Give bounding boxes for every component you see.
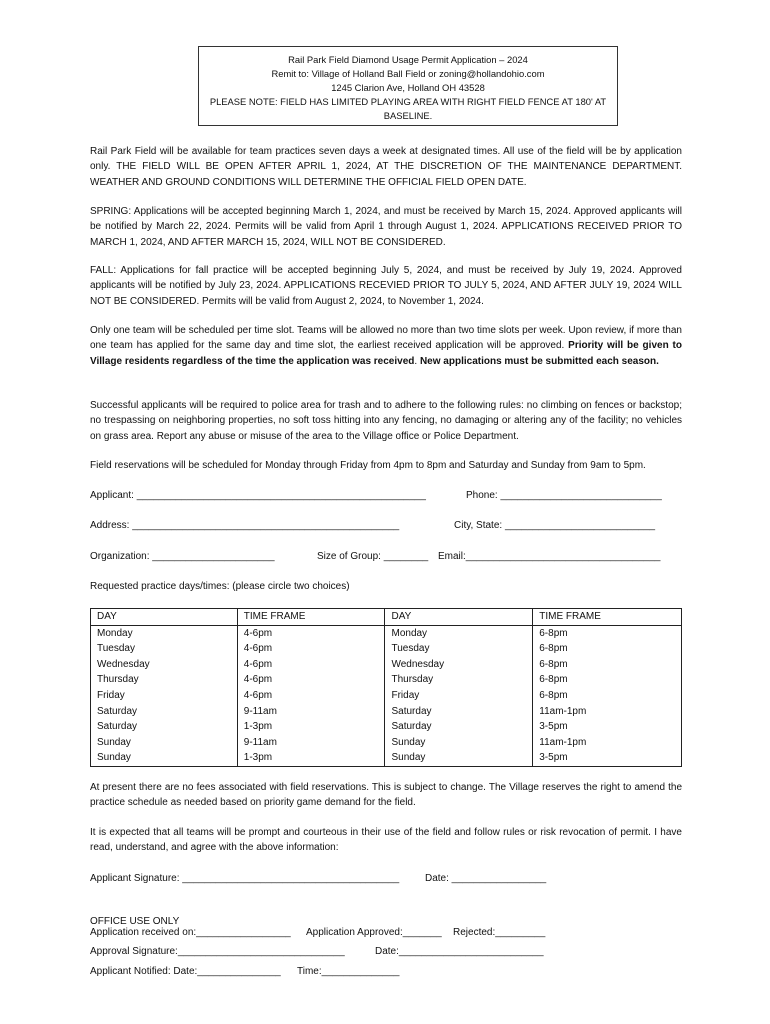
scheduling-paragraph bbox=[90, 323, 682, 369]
header-box bbox=[198, 46, 618, 126]
priority-notice: Priority will be given to Village residents regardless of the time the application was received bbox=[90, 340, 682, 367]
address-field[interactable]: Address: ________________________________________________ bbox=[90, 520, 400, 531]
slot-day[interactable]: Thursday bbox=[391, 674, 434, 686]
practice-schedule-table bbox=[90, 608, 682, 767]
slot-day[interactable]: Tuesday bbox=[391, 643, 430, 655]
header-day-1: DAY bbox=[97, 611, 117, 622]
header-note-cont: BASELINE. bbox=[383, 110, 433, 121]
fees-paragraph: At present there are no fees associated with field reservations. This is subject to change. The Village reserves the right to amend the practice schedule as needed based on priority game demand for the field. bbox=[90, 782, 682, 809]
slot-day[interactable]: Saturday bbox=[391, 721, 432, 733]
rules-paragraph: Successful applicants will be required to police area for trash and to adhere to the following rules: no climbing on fences or backstop; no trespassing on neighboring properties, no soft toss hitting into any fencing, no damaging or altering any of the facility; no vehicles on grass area. Report any abuse or misuse of the area to the Village office or Police Department. bbox=[90, 400, 682, 442]
slot-day[interactable]: Sunday bbox=[391, 736, 426, 748]
slot-time[interactable]: 9-11am bbox=[243, 736, 277, 748]
applicant-signature-field[interactable]: Applicant Signature: _______________________________________ bbox=[90, 873, 400, 884]
header-address: 1245 Clarion Ave, Holland OH 43528 bbox=[331, 82, 485, 93]
slot-time[interactable]: 6-8pm bbox=[539, 689, 568, 701]
approval-date-field[interactable]: Date:__________________________ bbox=[375, 946, 544, 957]
reservations-paragraph: Field reservations will be scheduled for Monday through Friday from 4pm to 8pm and Saturday and Sunday from 9am to 5pm. bbox=[90, 460, 646, 471]
slot-day[interactable]: Wednesday bbox=[97, 658, 150, 670]
organization-field[interactable]: Organization: ______________________ bbox=[90, 551, 275, 562]
conduct-paragraph: It is expected that all teams will be prompt and courteous in their use of the field and follow rules or risk revocation of permit. I have read, understand, and agree with the above information: bbox=[90, 827, 682, 854]
table-cell bbox=[533, 609, 682, 626]
practice-times-label: Requested practice days/times: (please circle two choices) bbox=[90, 581, 350, 592]
approval-signature-field[interactable]: Approval Signature:______________________________ bbox=[90, 946, 345, 957]
fall-paragraph: FALL: Applications for fall practice will be accepted beginning July 5, 2024, and must be received by July 19, 2024. Approved applicants will be notified by July 23, 2024. APPLICATIONS RECEVIED PRIOR TO JULY 5, 2024, AND AFTER JULY 19, 2024 WILL NOT BE CONSIDERED. Permits will be valid from August 2, 2024, to November 1, 2024. bbox=[90, 265, 682, 307]
intro-paragraph: Rail Park Field will be available for team practices seven days a week at designated times. All use of the field will be by application only. THE FIELD WILL BE OPEN AFTER APRIL 1, 2024, AT THE DISCRETION OF THE MAINTENANCE DEPARTMENT. WEATHER AND GROUND CONDITIONS WILL DETERMINE THE OFFICIAL FIELD OPEN DATE. bbox=[90, 146, 682, 188]
day-cell bbox=[91, 625, 238, 766]
slot-day[interactable]: Monday bbox=[391, 627, 428, 639]
slot-day[interactable]: Monday bbox=[97, 627, 133, 639]
slot-time[interactable]: 4-6pm bbox=[243, 627, 273, 639]
slot-day[interactable]: Tuesday bbox=[97, 643, 135, 655]
slot-time[interactable]: 1-3pm bbox=[243, 721, 273, 733]
slot-day[interactable]: Friday bbox=[391, 689, 420, 701]
slot-time[interactable]: 6-8pm bbox=[539, 627, 568, 639]
slot-time[interactable]: 6-8pm bbox=[539, 658, 568, 670]
scheduling-text: Only one team will be scheduled per time slot. Teams will be allowed no more than two time slots per week. Upon review, if more than one team has applied for the same day and time slot, the earliest received application will be approved. bbox=[90, 325, 682, 352]
header-title: Rail Park Field Diamond Usage Permit Application – 2024 bbox=[288, 54, 528, 65]
group-size-field[interactable]: Size of Group: ________ bbox=[317, 551, 429, 562]
slot-time[interactable]: 11am-1pm bbox=[539, 736, 587, 748]
header-time-1: TIME FRAME bbox=[243, 611, 306, 622]
slot-time[interactable]: 3-5pm bbox=[539, 721, 568, 733]
table-cell bbox=[237, 609, 385, 626]
slot-time[interactable]: 9-11am bbox=[243, 705, 277, 717]
spring-paragraph: SPRING: Applications will be accepted beginning March 1, 2024, and must be received by March 15, 2024. Approved applicants will be notified by March 22, 2024. Permits will be valid from April 1 through August 1, 2024. APPLICATIONS RECEIVED PRIOR TO MARCH 1, 2024, AND AFTER MARCH 15, 2024, WILL NOT BE CONSIDERED. bbox=[90, 206, 682, 248]
new-application-notice: New applications must be submitted each season. bbox=[419, 355, 659, 367]
slot-day[interactable]: Sunday bbox=[391, 752, 426, 764]
slot-day[interactable]: Saturday bbox=[97, 705, 138, 717]
time-cell bbox=[533, 625, 682, 766]
slot-day[interactable]: Wednesday bbox=[391, 658, 445, 670]
applicant-field[interactable]: Applicant: ____________________________________________________ bbox=[90, 490, 426, 501]
slot-time[interactable]: 1-3pm bbox=[243, 752, 273, 764]
day-cell bbox=[385, 625, 533, 766]
table-body-row bbox=[91, 625, 682, 766]
slot-time[interactable]: 3-5pm bbox=[539, 752, 568, 764]
header-remit: Remit to: Village of Holland Ball Field or zoning@hollandohio.com bbox=[271, 68, 545, 79]
time-cell bbox=[237, 625, 385, 766]
header-time-2: TIME FRAME bbox=[539, 611, 601, 622]
applicant-notified-date-field[interactable]: Applicant Notified: Date:_______________ bbox=[90, 966, 281, 977]
slot-time[interactable]: 11am-1pm bbox=[539, 705, 587, 717]
email-field[interactable]: Email:___________________________________ bbox=[438, 551, 661, 562]
table-header-row bbox=[91, 609, 682, 626]
slot-day[interactable]: Friday bbox=[97, 689, 125, 701]
application-approved-field[interactable]: Application Approved:_______ bbox=[306, 927, 442, 938]
phone-field[interactable]: Phone: _____________________________ bbox=[466, 490, 662, 501]
slot-day[interactable]: Saturday bbox=[391, 705, 432, 717]
scheduling-separator: . bbox=[414, 355, 420, 367]
slot-day[interactable]: Sunday bbox=[97, 736, 131, 748]
header-day-2: DAY bbox=[391, 611, 412, 622]
signature-date-field[interactable]: Date: _________________ bbox=[425, 873, 547, 884]
table-cell bbox=[385, 609, 533, 626]
slot-time[interactable]: 4-6pm bbox=[243, 689, 273, 701]
slot-time[interactable]: 4-6pm bbox=[243, 674, 273, 686]
slot-time[interactable]: 4-6pm bbox=[243, 643, 273, 655]
header-note: PLEASE NOTE: FIELD HAS LIMITED PLAYING AREA WITH RIGHT FIELD FENCE AT 180' AT bbox=[209, 96, 607, 107]
city-state-field[interactable]: City, State: ___________________________ bbox=[454, 520, 656, 531]
application-received-field[interactable]: Application received on:_________________ bbox=[90, 927, 291, 938]
slot-day[interactable]: Thursday bbox=[97, 674, 139, 686]
office-use-title: OFFICE USE ONLY bbox=[90, 916, 180, 927]
slot-time[interactable]: 6-8pm bbox=[539, 674, 568, 686]
applicant-notified-time-field[interactable]: Time:______________ bbox=[297, 966, 400, 977]
slot-time[interactable]: 4-6pm bbox=[243, 658, 273, 670]
table-cell bbox=[91, 609, 238, 626]
slot-day[interactable]: Saturday bbox=[97, 721, 138, 733]
slot-day[interactable]: Sunday bbox=[97, 752, 131, 764]
slot-time[interactable]: 6-8pm bbox=[539, 643, 568, 655]
rejected-field[interactable]: Rejected:_________ bbox=[453, 927, 546, 938]
